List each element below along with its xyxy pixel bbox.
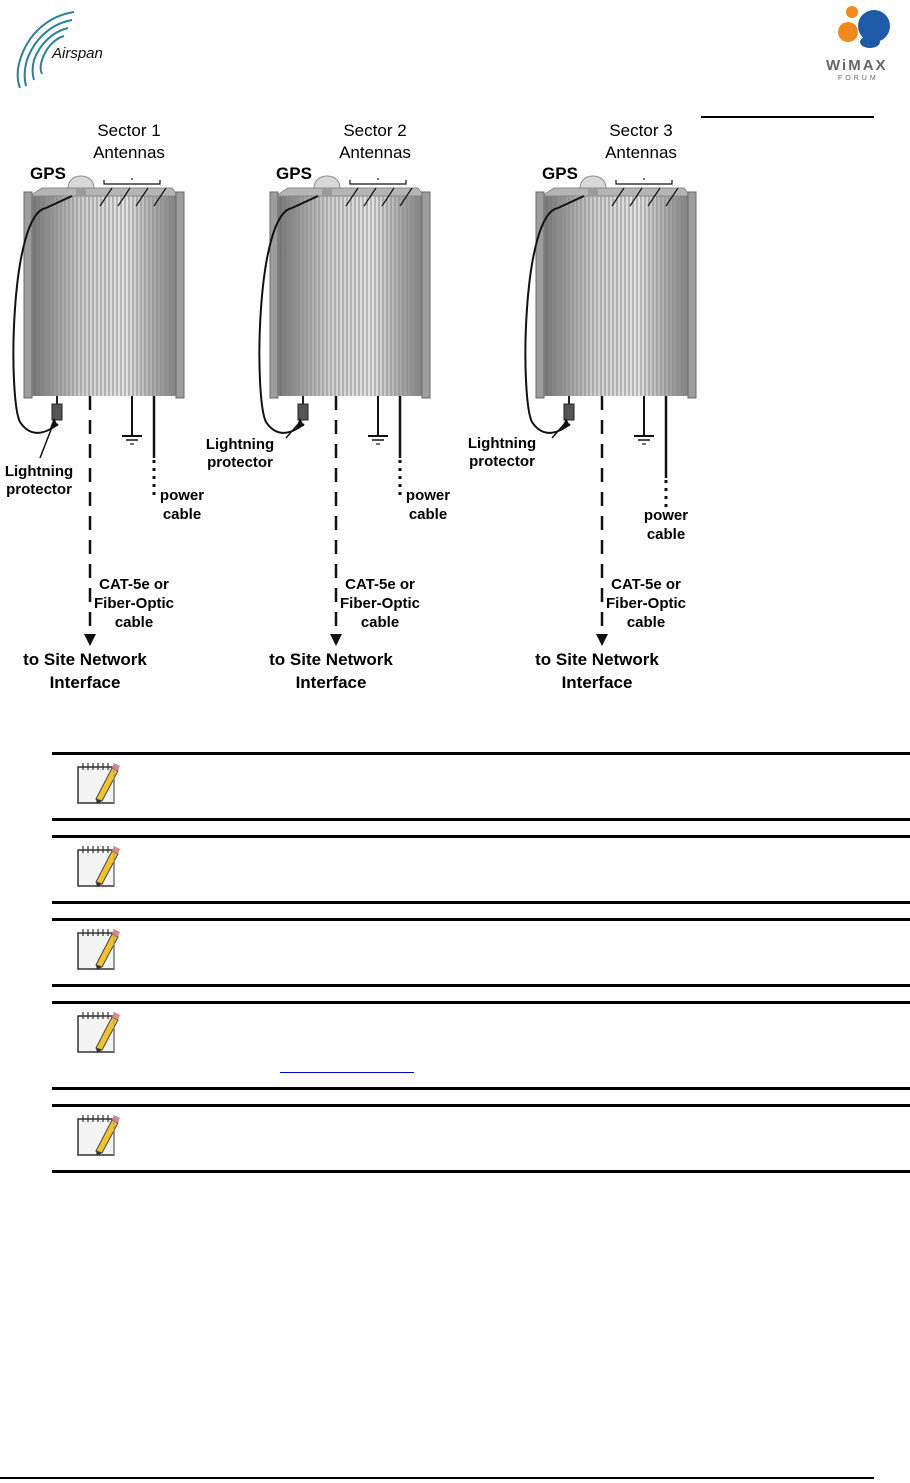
network-label-line1: to Site Network	[535, 650, 659, 669]
wimax-forum-logo	[818, 0, 906, 88]
footer-rule	[0, 1477, 874, 1479]
network-label-line2: Interface	[49, 673, 121, 692]
cable-label-line3: cable	[360, 614, 400, 631]
gps-antenna	[580, 176, 606, 188]
sector-title: Sector 3	[609, 121, 673, 140]
lightning-protector-device	[52, 404, 62, 420]
cross-reference-link[interactable]	[280, 1070, 414, 1073]
airspan-logo	[12, 8, 124, 90]
power-label-line2: cable	[162, 506, 202, 523]
power-label-line1: power	[159, 487, 205, 504]
lightning-label-line1: Lightning	[205, 436, 275, 453]
sector-subtitle: Antennas	[339, 143, 411, 162]
notepad-pencil-icon	[74, 925, 124, 973]
airspan-logo-text: Airspan	[52, 45, 103, 62]
gps-antenna	[314, 176, 340, 188]
lightning-protector-device	[564, 404, 574, 420]
power-label-line2: cable	[646, 526, 686, 543]
note-box	[52, 918, 910, 987]
base-station-unit	[467, 118, 742, 708]
cable-label-line2: Fiber-Optic	[339, 595, 420, 612]
notepad-pencil-icon	[74, 1111, 124, 1159]
gps-label: GPS	[542, 164, 578, 183]
cable-label-line3: cable	[114, 614, 154, 631]
notepad-pencil-icon	[74, 1008, 124, 1056]
gps-label: GPS	[276, 164, 312, 183]
network-label-line2: Interface	[561, 673, 633, 692]
down-arrow-icon	[84, 634, 96, 646]
lightning-protector-device	[298, 404, 308, 420]
sector-title: Sector 1	[97, 121, 161, 140]
network-label-line1: to Site Network	[269, 650, 393, 669]
note-box	[52, 1001, 910, 1090]
note-box	[52, 752, 910, 821]
notes-section	[52, 752, 910, 1173]
cable-label-line1: CAT-5e or	[345, 576, 415, 593]
gps-antenna	[68, 176, 94, 188]
gps-label: GPS	[30, 164, 66, 183]
notepad-pencil-icon	[74, 842, 124, 890]
sector-subtitle: Antennas	[605, 143, 677, 162]
down-arrow-icon	[596, 634, 608, 646]
down-arrow-icon	[330, 634, 342, 646]
cable-label-line2: Fiber-Optic	[605, 595, 686, 612]
note-box	[52, 1104, 910, 1173]
note-box	[52, 835, 910, 904]
page-header	[0, 0, 910, 120]
notepad-pencil-icon	[74, 759, 124, 807]
cable-label-line3: cable	[626, 614, 666, 631]
sector-subtitle: Antennas	[93, 143, 165, 162]
cable-label-line1: CAT-5e or	[611, 576, 681, 593]
lightning-label-line2: protector	[469, 453, 535, 470]
cable-label-line2: Fiber-Optic	[93, 595, 174, 612]
lightning-label-line1: Lightning	[467, 435, 537, 452]
wimax-logo-text: WiMAX	[826, 57, 888, 74]
wimax-logo-subtext: FORUM	[838, 75, 879, 82]
lightning-label-line2: protector	[6, 481, 72, 498]
power-label-line1: power	[643, 507, 689, 524]
cable-label-line1: CAT-5e or	[99, 576, 169, 593]
lightning-label-line1: Lightning	[4, 463, 74, 480]
network-label-line2: Interface	[295, 673, 367, 692]
power-label-line2: cable	[408, 506, 448, 523]
installation-figure	[0, 118, 760, 708]
lightning-label-line2: protector	[207, 454, 273, 471]
base-station-unit	[0, 118, 230, 708]
sector-title: Sector 2	[343, 121, 407, 140]
power-label-line1: power	[405, 487, 451, 504]
base-station-unit	[205, 118, 476, 708]
network-label-line1: to Site Network	[23, 650, 147, 669]
